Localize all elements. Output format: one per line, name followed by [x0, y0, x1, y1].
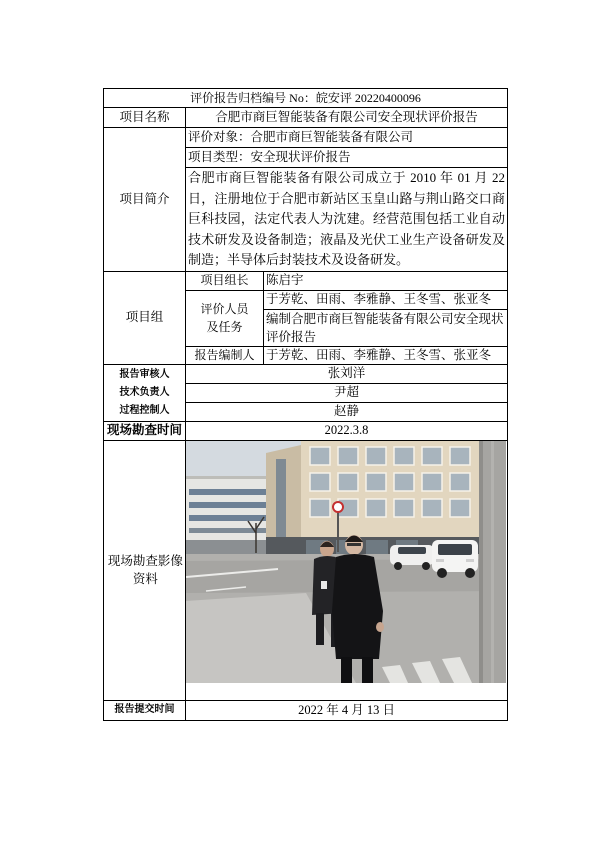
project-intro-label: 项目简介: [104, 128, 186, 272]
evaluators-label-cell: [186, 290, 264, 346]
project-group-label: 项目组: [104, 271, 186, 364]
concrete-pillar: [479, 441, 506, 683]
process-controller: 赵静: [186, 402, 508, 421]
technical-lead: 尹超: [186, 383, 508, 402]
compilers-label: 报告编制人: [186, 346, 264, 364]
left-building: [186, 476, 272, 554]
site-inspection-photo: [186, 441, 506, 683]
project-type: 项目类型：安全现状评价报告: [186, 148, 508, 168]
evaluators-label: 评价人员及任务: [200, 302, 249, 335]
technical-lead-label: 技术负责人: [119, 386, 170, 398]
signoff-labels: [104, 364, 186, 421]
evaluators-task: 编制合肥市商巨智能装备有限公司安全现状评价报告: [264, 309, 508, 346]
reviewer: 张刘洋: [186, 364, 508, 383]
process-controller-label: 过程控制人: [119, 404, 170, 416]
reviewer-label: 报告审核人: [119, 368, 170, 380]
evaluators: 于芳乾、田雨、李雅静、王冬雪、张亚冬: [264, 290, 508, 309]
project-name-label: 项目名称: [104, 108, 186, 128]
project-description: 合肥市商巨智能装备有限公司成立于 2010 年 01 月 22 日，注册地位于合肥市新站区玉皇山路与荆山路交口商巨科技园，法定代表人为沈建。经营范围包括工业自动技术研发及设备制造；液晶及光伏工业生产设备研发及制造；半导体后封装技术及设备研发。: [186, 168, 508, 272]
survey-photo-cell: [186, 440, 508, 700]
signoff-label-stack: [106, 366, 183, 420]
survey-time-label: 现场勘查时间: [104, 421, 186, 440]
survey-time: 2022.3.8: [186, 421, 508, 440]
evaluation-object: 评价对象：合肥市商巨智能装备有限公司: [186, 128, 508, 148]
team-leader: 陈启宇: [264, 271, 508, 290]
survey-photo-label: 现场勘查影像资料: [107, 554, 183, 587]
report-archive-form: [103, 88, 508, 721]
main-building: [266, 441, 479, 557]
team-leader-label: 项目组长: [186, 271, 264, 290]
compilers: 于芳乾、田雨、李雅静、王冬雪、张亚冬: [264, 346, 508, 364]
submission-label: 报告提交时间: [104, 700, 186, 720]
submission-date: 2022 年 4 月 13 日: [186, 700, 508, 720]
project-name-value: 合肥市商巨智能装备有限公司安全现状评价报告: [186, 108, 508, 128]
survey-photo-label-cell: [104, 440, 186, 700]
archive-number: 评价报告归档编号 No：皖安评 20220400096: [104, 89, 508, 108]
